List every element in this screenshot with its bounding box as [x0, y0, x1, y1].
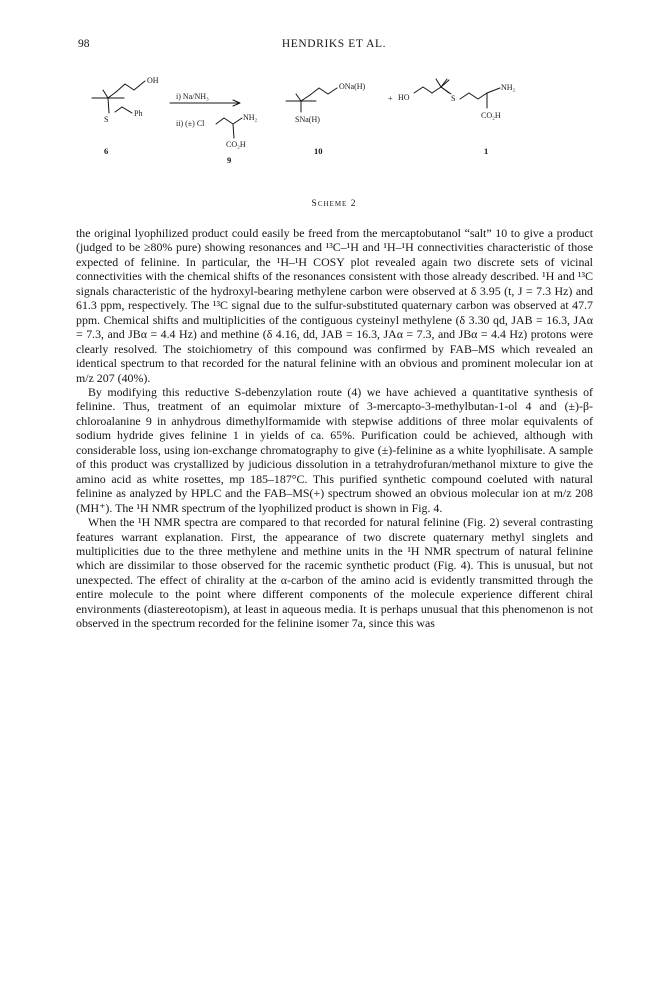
paragraph: the original lyophilized product could easily be freed from the mercaptobutanol “salt” 10 to give a product (judged to be ≥80% pure) showing resonances and ¹³C–¹H and ¹H–¹H connectivities characteristic of those expected of felinine. In particular, the ¹H–¹H COSY plot revealed again two discrete sets of vicinal connectivities with the chemical shifts of the resonances consistent with those already described. ¹H and ¹³C signals characteristic of the hydroxyl-bearing methylene carbon were observed at δ 3.95 (t, J = 7.3 Hz) and 61.3 ppm, respectively. The ¹³C signal due to the sulfur-substituted quaternary carbon was observed at 47.7 ppm. Chemical shifts and multiplicities of the contiguous cysteinyl methylene (δ 3.30 qd, JAB = 16.3, JAα = 7.3, and JBα = 4.4 Hz) and methine (δ 4.16, dd, JAB = 16.3, JAα = 7.3, and JBα = 4.4 Hz) protons were clearly resolved. The stoichiometry of this compound was confirmed by FAB–MS which revealed an identical spectrum to that recorded for the natural felinine with an obvious and prominent molecular ion at m/z 207 (40%). — [76, 226, 593, 385]
paragraph: By modifying this reductive S-debenzylation route (4) we have achieved a quantitative synthesis of felinine. Thus, treatment of an equimolar mixture of 3-mercapto-3-methylbutan-1-ol 4 and (±)-β-chloroalanine 9 in anhydrous dimethylformamide with stepwise additions of three molar equivalents of sodium hydride gives felinine 1 in yields of ca. 65%. Purification could be achieved, although with considerable loss, using ion-exchange chromatography to give (±)-felinine as a white lyophilisate. A sample of this product was crystallized by judicious dissolution in a tetrahydrofuran/methanol mixture to give the amino acid as white rosettes, mp 185–187°C. This purified synthetic compound coeluted with natural felinine as analyzed by HPLC and the FAB–MS(+) spectrum showed an obvious molecular ion at m/z 208 (MH⁺). The ¹H NMR spectrum of the lyophilized product is shown in Fig. 4. — [76, 384, 593, 515]
group-ho: HO — [398, 93, 410, 102]
compound-9-structure — [216, 118, 242, 138]
compound-label-9: 9 — [227, 155, 232, 165]
page-number: 98 — [78, 38, 90, 50]
group-sna: SNa(H) — [295, 115, 320, 124]
reaction-scheme — [0, 0, 653, 230]
paragraph: When the ¹H NMR spectra are compared to that recorded for natural felinine (Fig. 2) several contrasting features warrant explanation. First, the appearance of two discrete quaternary methyl singlets and multiplicities due to the three methylene and methine units in the ¹H NMR spectrum of natural felinine which are dissimilar to those observed for the racemic synthetic product (Fig. 4). This is unusual, but not unexpected. The effect of chirality at the α-carbon of the amino acid is evidently transmitted through the entire molecule to the point where different components of the molecule experience different chiral environments (diastereotopism), at least in aqueous media. It is perhaps unusual that this phenomenon is not observed in the spectrum recorded for the felinine isomer 7a, since this was — [76, 515, 593, 631]
group-oh: OH — [147, 76, 159, 85]
scheme-caption: Scheme 2 — [311, 199, 357, 209]
compound-label-6: 6 — [104, 146, 109, 156]
group-ona: ONa(H) — [339, 82, 366, 91]
group-s: S — [104, 115, 109, 124]
plus-sign: + — [388, 94, 393, 103]
compound-9-co2h: CO₂H — [226, 140, 246, 149]
group-ph: Ph — [134, 109, 143, 118]
reagent-2: ii) (±) Cl — [176, 119, 205, 128]
felinine-co2h: CO₂H — [481, 111, 501, 120]
compound-9-nh2: NH₂ — [243, 113, 258, 122]
running-head: HENDRIKS ET AL. — [281, 38, 387, 50]
compound-label-1: 1 — [484, 146, 489, 156]
compound-1-structure — [414, 79, 500, 108]
compound-10-structure — [286, 88, 337, 112]
felinine-nh2: NH₂ — [501, 83, 516, 92]
compound-label-10: 10 — [314, 146, 323, 156]
reagent-1: i) Na/NH₃ — [176, 92, 209, 101]
group-s-felinine: S — [451, 94, 456, 103]
body-text — [76, 226, 593, 631]
